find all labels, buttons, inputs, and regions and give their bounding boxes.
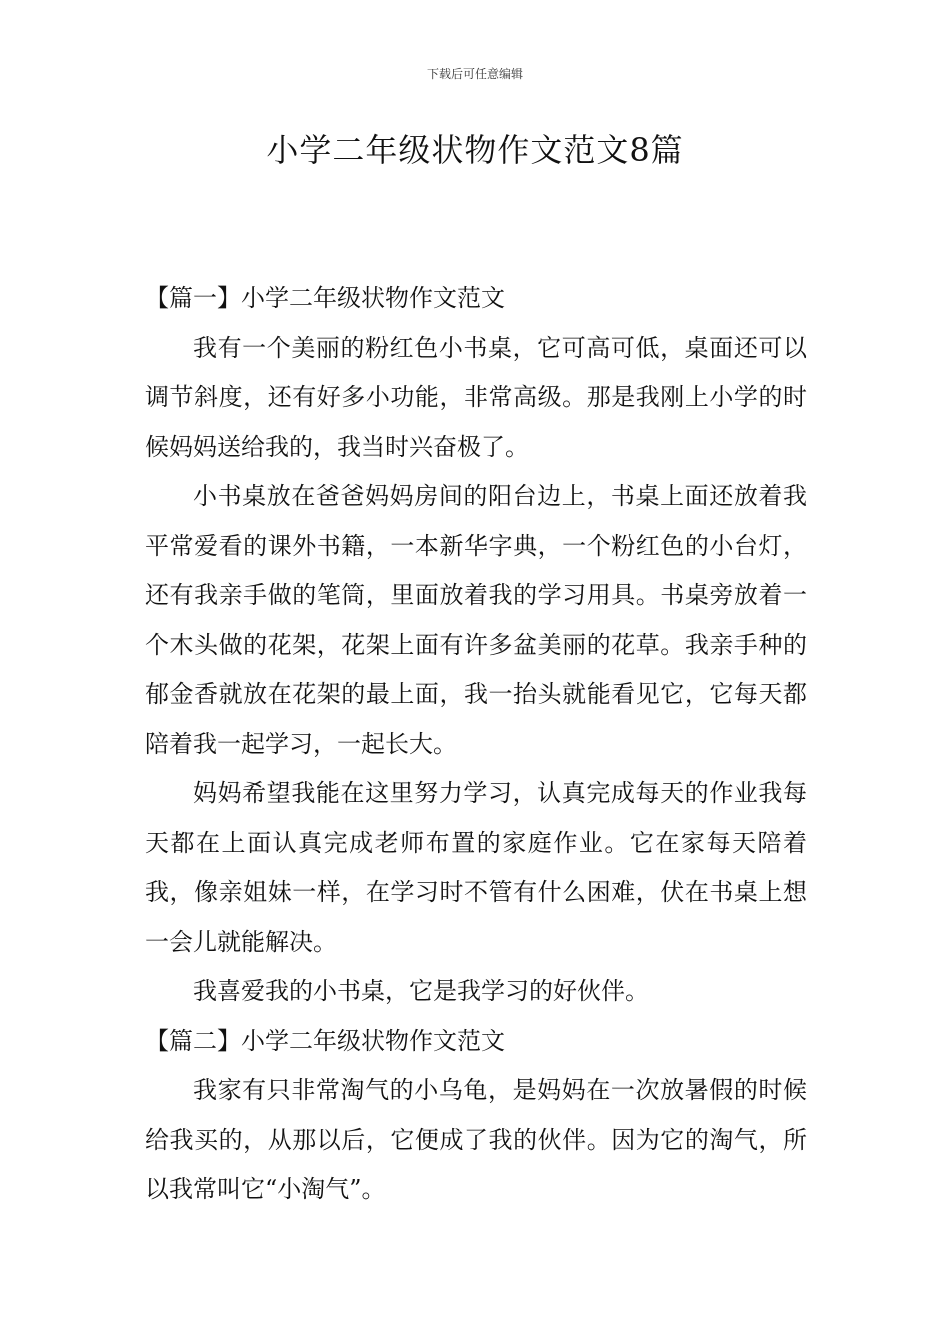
document-title: 小学二年级状物作文范文8篇 [266, 131, 684, 169]
document-body [145, 274, 807, 1215]
paragraph: 我喜爱我的小书桌，它是我学习的好伙伴。 [193, 977, 649, 1005]
paragraph: 妈妈希望我能在这里努力学习，认真完成每天的作业我每天都在上面认真完成老师布置的家庭作业。它在家每天陪着我，像亲姐妹一样，在学习时不管有什么困难，伏在书桌上想一会儿就能解决。 [145, 779, 807, 956]
paragraph: 小书桌放在爸爸妈妈房间的阳台边上，书桌上面还放着我平常爱看的课外书籍，一本新华字典，一个粉红色的小台灯，还有我亲手做的笔筒，里面放着我的学习用具。书桌旁放着一个木头做的花架，花架上面有许多盆美丽的花草。我亲手种的郁金香就放在花架的最上面，我一抬头就能看见它，它每天都陪着我一起学习，一起长大。 [145, 482, 807, 758]
paragraph: 我家有只非常淘气的小乌龟，是妈妈在一次放暑假的时候给我买的，从那以后，它便成了我的伙伴。因为它的淘气，所以我常叫它“小淘气”。 [145, 1076, 807, 1203]
section-heading-1: 【篇一】小学二年级状物作文范文 [145, 284, 505, 312]
section-heading-2: 【篇二】小学二年级状物作文范文 [145, 1026, 505, 1055]
paragraph: 我有一个美丽的粉红色小书桌，它可高可低，桌面还可以调节斜度，还有好多小功能，非常高级。那是我刚上小学的时候妈妈送给我的，我当时兴奋极了。 [145, 333, 807, 461]
header-note: 下载后可任意编辑 [426, 67, 523, 81]
